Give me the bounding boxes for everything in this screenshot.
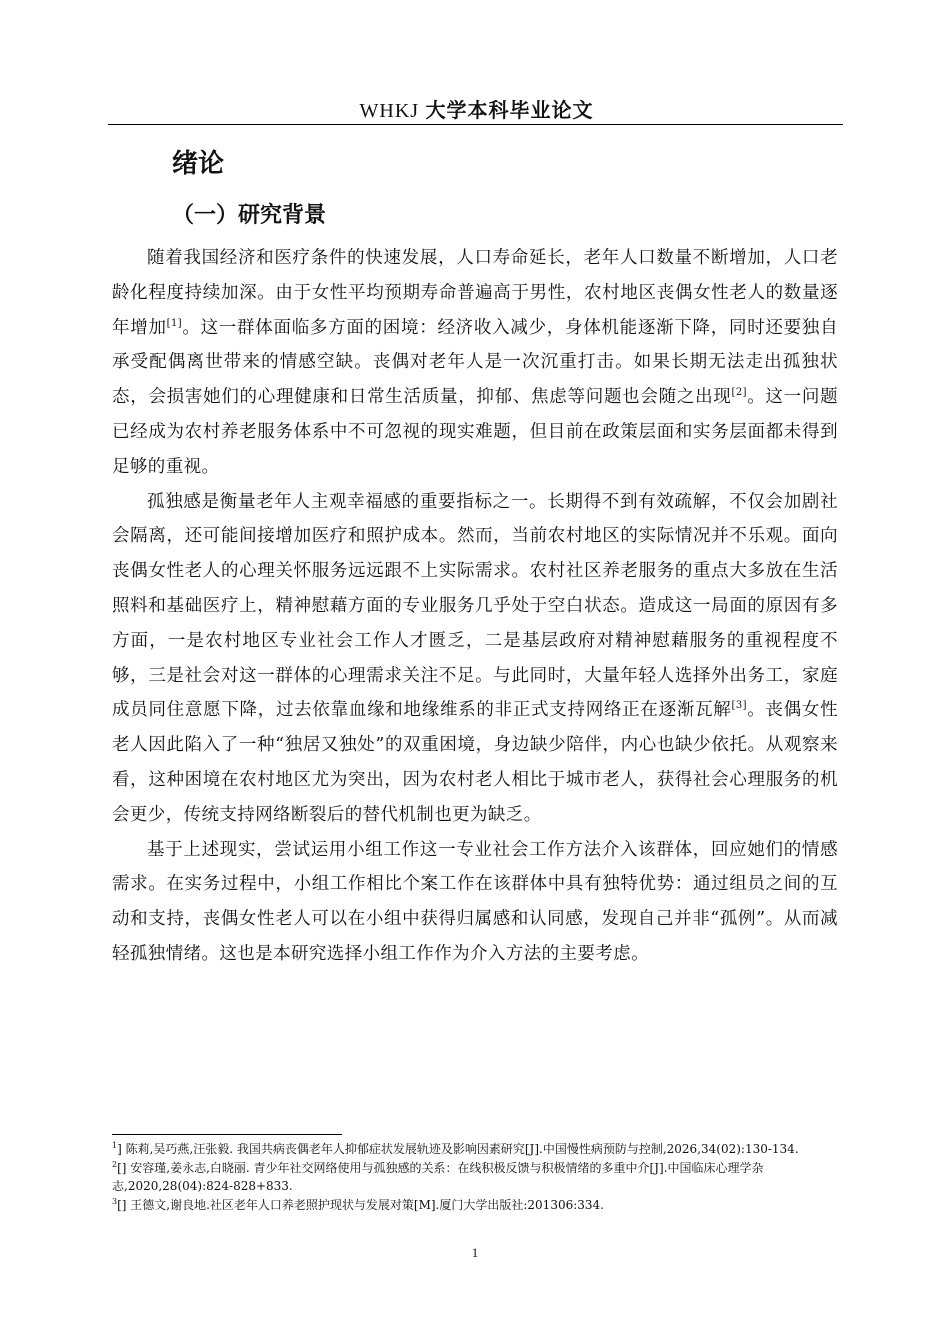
section-title: （一）研究背景 — [172, 203, 327, 228]
paragraph-3 — [112, 833, 838, 972]
chapter-title: 绪论 — [172, 149, 225, 179]
footnote-text: [] 王德文,谢良地.社区老年人口养老照护现状与发展对策[M].厦门大学出版社:201306:334. — [117, 1198, 604, 1212]
footnote-text: [] 安容瑾,姜永志,白晓丽. 青少年社交网络使用与孤独感的关系：在线积极反馈与积极情绪的多重中介[J].中国临床心理学杂志,2020,28(04):824-828+833. — [112, 1161, 764, 1193]
paragraph-2 — [112, 485, 838, 833]
paragraph-text: 。这一群体面临多方面的困境：经济收入减少，身体机能逐渐下降，同时还要独自承受配偶离世带来的情感空缺。丧偶对老年人是一次沉重打击。如果长期无法走出孤独状态，会损害她们的心理健康和日常生活质量，抑郁、焦虑等问题也会随之出现 — [112, 317, 838, 408]
citation-ref: [1] — [166, 317, 183, 329]
paragraph-text: 。丧偶女性老人因此陷入了一种“独居又独处”的双重困境，身边缺少陪伴，内心也缺少依托。从观察来看，这种困境在农村地区尤为突出，因为农村老人相比于城市老人，获得社会心理服务的机会更少，传统支持网络断裂后的替代机制也更为缺乏。 — [112, 700, 838, 825]
paragraph-text: 。这一问题已经成为农村养老服务体系中不可忽视的现实难题，但目前在政策层面和实务层面都未得到足够的重视。 — [112, 387, 838, 477]
paragraph-text: 随着我国经济和医疗条件的快速发展，人口寿命延长，老年人口数量不断增加，人口老龄化程度持续加深。由于女性平均预期寿命普遍高于男性，农村地区丧偶女性老人的数量逐年增加 — [112, 248, 838, 338]
footnotes — [112, 1140, 838, 1215]
citation-ref: [2] — [731, 387, 747, 399]
paragraph-text: 孤独感是衡量老年人主观幸福感的重要指标之一。长期得不到有效疏解，不仅会加剧社会隔离，还可能间接增加医疗和照护成本。然而，当前农村地区的实际情况并不乐观。面向丧偶女性老人的心理关怀服务远远跟不上实际需求。农村社区养老服务的重点大多放在生活照料和基础医疗上，精神慰藉方面的专业服务几乎处于空白状态。造成这一局面的原因有多方面，一是农村地区专业社会工作人才匮乏，二是基层政府对精神慰藉服务的重视程度不够，三是社会对这一群体的心理需求关注不足。与此同时，大量年轻人选择外出务工，家庭成员同住意愿下降，过去依靠血缘和地缘维系的非正式支持网络正在逐渐瓦解 — [112, 491, 838, 721]
page-number: 1 — [471, 1245, 479, 1260]
header-title: 大学本科毕业论文 — [425, 98, 594, 122]
header-rule — [108, 124, 843, 125]
running-header — [110, 98, 843, 124]
footnote-3 — [112, 1196, 838, 1214]
paragraph-text: 基于上述现实，尝试运用小组工作这一专业社会工作方法介入该群体，回应她们的情感需求。在实务过程中，小组工作相比个案工作在该群体中具有独特优势：通过组员之间的互动和支持，丧偶女性老人可以在小组中获得归属感和认同感，发现自己并非“孤例”。从而减轻孤独情绪。这也是本研究选择小组工作作为介入方法的主要考虑。 — [112, 839, 838, 964]
paragraph-1 — [112, 241, 838, 485]
footnote-mark: 3 — [112, 1197, 118, 1206]
footnote-mark: 1 — [112, 1141, 118, 1150]
footnote-1 — [112, 1140, 838, 1158]
body-text — [112, 241, 838, 972]
citation-ref: [3] — [731, 700, 747, 712]
header-latin: WHKJ — [359, 100, 420, 122]
footnote-2 — [112, 1159, 838, 1195]
footnote-rule — [112, 1134, 342, 1135]
footnote-mark: 2 — [112, 1160, 118, 1169]
footnote-text: ] 陈莉,吴巧燕,汪张毅. 我国共病丧偶老年人抑郁症状发展轨迹及影响因素研究[J].中国慢性病预防与控制,2026,34(02):130-134. — [117, 1142, 799, 1156]
